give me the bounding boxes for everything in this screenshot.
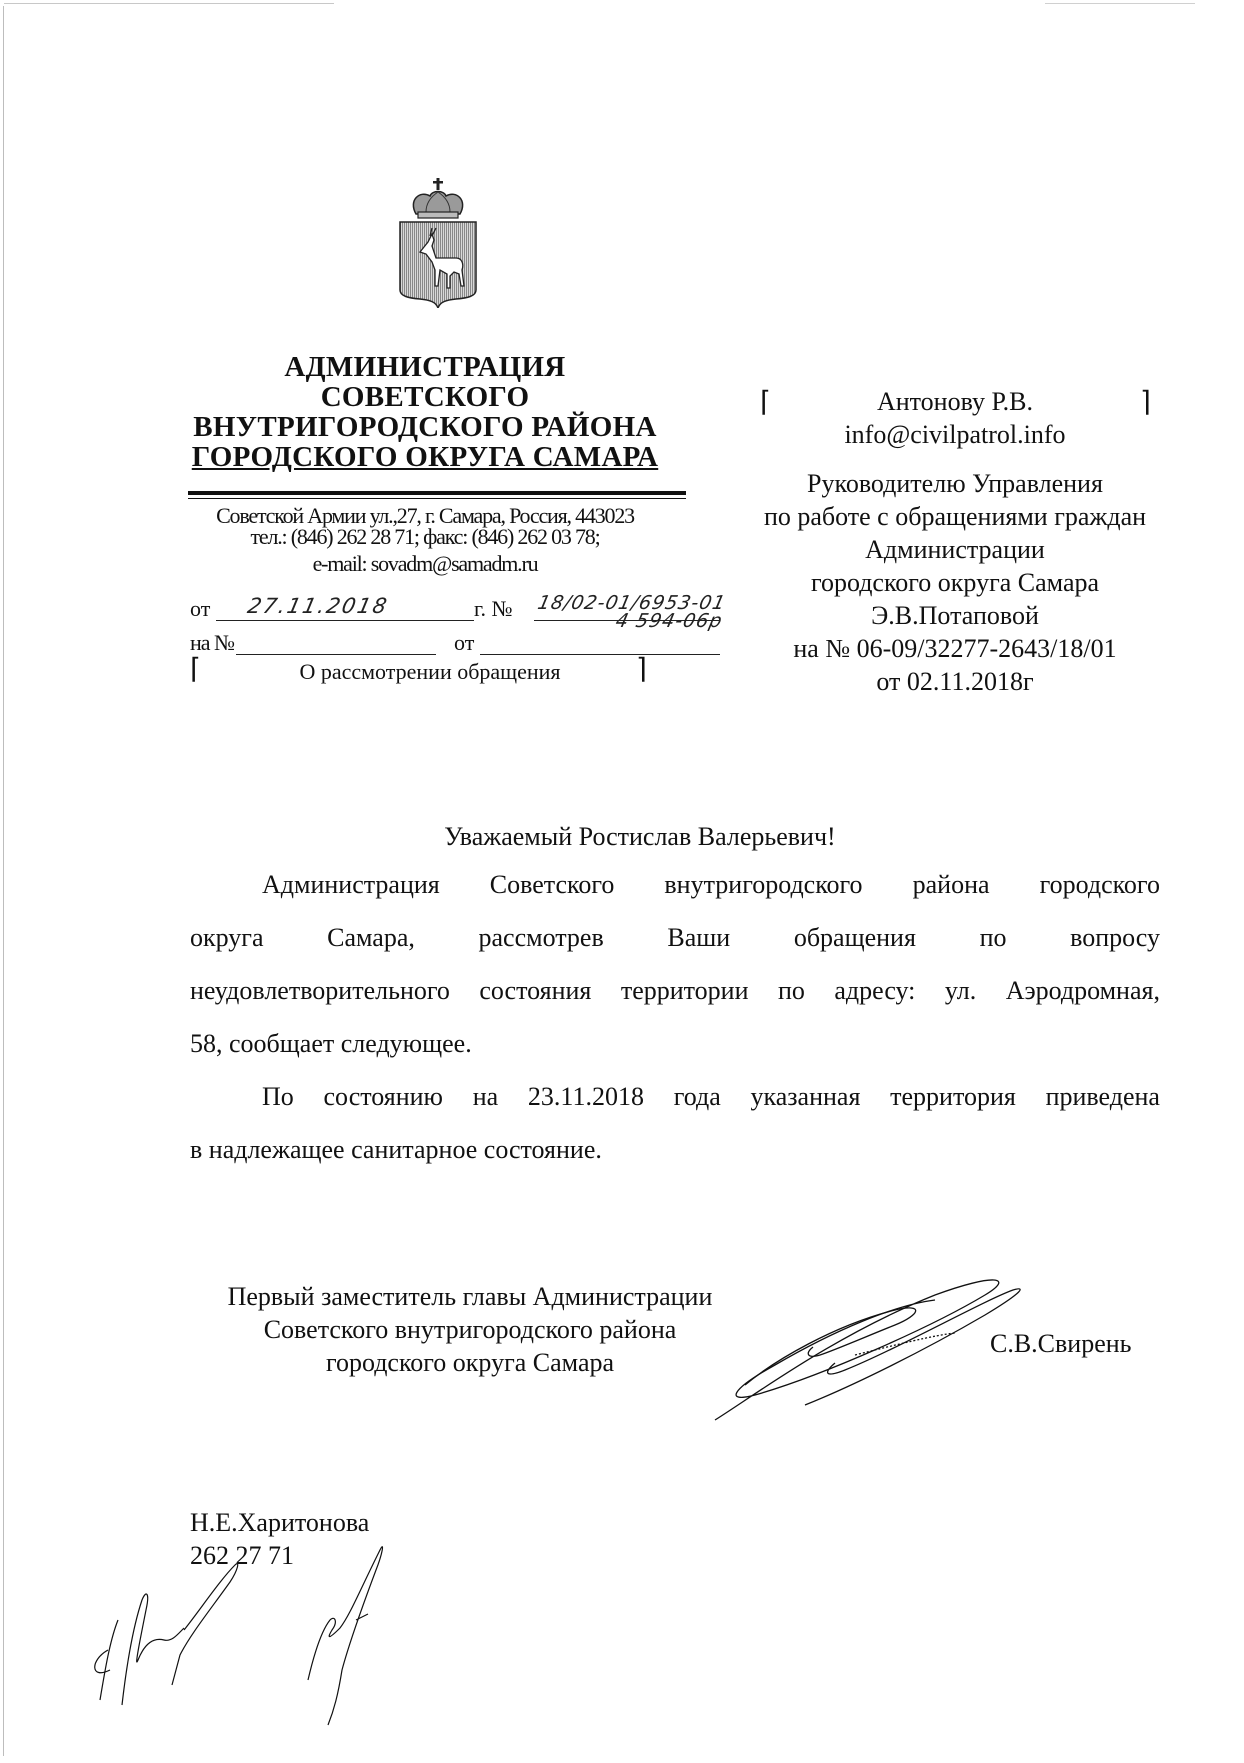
word: по: [777, 976, 805, 1005]
paragraph-line: [190, 1070, 1160, 1123]
org-line: АДМИНИСТРАЦИЯ: [284, 351, 566, 383]
org-line: ВНУТРИГОРОДСКОГО РАЙОНА: [193, 411, 657, 443]
word: Администрация: [262, 870, 440, 899]
word: территории: [620, 976, 749, 1005]
ref-number-field: [236, 630, 436, 655]
org-line: СОВЕТСКОГО: [320, 381, 530, 413]
word: адресу:: [834, 976, 916, 1005]
signatory-name: С.В.Свирень: [990, 1329, 1132, 1358]
ref-label: на №: [190, 630, 235, 655]
word: Советского: [489, 870, 615, 899]
sender-phones: тел.: (846) 262 28 71; факс: (846) 262 03 78;: [250, 524, 600, 549]
word: состояния: [479, 976, 592, 1005]
samara-coat-of-arms-icon: [398, 178, 478, 308]
org-line: ГОРОДСКОГО ОКРУГА САМАРА: [191, 441, 659, 473]
word: на: [472, 1082, 499, 1111]
bracket-close-icon: ⌉: [636, 652, 647, 685]
sender-email: e-mail: sovadm@samadm.ru: [312, 551, 538, 576]
copy-line: Администрации: [865, 535, 1045, 564]
number-label: г. №: [474, 596, 513, 621]
paragraph-line: в надлежащее санитарное состояние.: [190, 1135, 602, 1164]
handwritten-incoming-number: 4 594-06р: [613, 610, 725, 632]
word: неудовлетворительного: [190, 976, 450, 1005]
bracket-close-icon: ⌉: [1140, 385, 1151, 418]
ref-date-field: [480, 630, 720, 655]
word: рассмотрев: [478, 923, 604, 952]
body-paragraph-1: [190, 858, 1160, 1070]
copy-line: Руководителю Управления: [807, 469, 1103, 498]
sender-address: Советской Армии ул.,27, г. Самара, Россия, 443023: [216, 503, 634, 528]
word: округа: [190, 923, 264, 952]
subject-line: О рассмотрении обращения: [299, 659, 561, 684]
addressee-name: Антонову Р.В.: [876, 387, 1034, 416]
title-line: Первый заместитель главы Администрации: [227, 1282, 713, 1311]
copy-line: Э.В.Потаповой: [871, 601, 1039, 630]
word: внутригородского: [664, 870, 863, 899]
scan-edge: [4, 3, 334, 4]
executor-phone: 262 27 71: [190, 1541, 294, 1570]
word: По: [262, 1082, 294, 1111]
paragraph-line: [190, 964, 1160, 1017]
scan-edge: [3, 6, 4, 1756]
word: 23.11.2018: [527, 1082, 644, 1111]
copy-line: от 02.11.2018г: [876, 667, 1034, 696]
title-line: Советского внутригородского района: [263, 1315, 677, 1344]
word: городского: [1039, 870, 1160, 899]
header-rule: [188, 491, 686, 495]
bracket-open-icon: ⌈: [760, 385, 771, 418]
word: Ваши: [667, 923, 731, 952]
salutation: Уважаемый Ростислав Валерьевич!: [444, 822, 836, 851]
word: обращения: [793, 923, 916, 952]
handwritten-initials-icon: [60, 1520, 390, 1740]
copy-line: на № 06-09/32277-2643/18/01: [793, 634, 1117, 663]
copy-line: городского округа Самара: [810, 568, 1100, 597]
bracket-open-icon: ⌈: [190, 652, 201, 685]
executor-name: Н.Е.Харитонова: [190, 1508, 370, 1537]
handwritten-number: 18/02-01/6953-01: [535, 592, 728, 614]
addressee-block: [730, 385, 1180, 698]
word: района: [912, 870, 990, 899]
from-label: от: [190, 596, 211, 621]
sender-organization: [160, 352, 690, 472]
word: состоянию: [323, 1082, 443, 1111]
word: приведена: [1045, 1082, 1160, 1111]
title-line: городского округа Самара: [325, 1348, 615, 1377]
body-paragraph-2: [190, 1070, 1160, 1176]
word: территория: [890, 1082, 1016, 1111]
handwritten-signature-icon: [695, 1255, 1035, 1425]
copy-line: по работе с обращениями граждан: [763, 502, 1147, 531]
ref-from-label: от: [454, 630, 475, 655]
paragraph-line: [190, 858, 1160, 911]
addressee-email: info@civilpatrol.info: [844, 420, 1066, 449]
paragraph-line: 58, сообщает следующее.: [190, 1029, 472, 1058]
handwritten-date: 27.11.2018: [245, 594, 391, 618]
word: указанная: [750, 1082, 861, 1111]
word: года: [673, 1082, 721, 1111]
word: Самара,: [327, 923, 415, 952]
word: Аэродромная,: [1005, 976, 1160, 1005]
paragraph-line: [190, 911, 1160, 964]
word: по: [979, 923, 1007, 952]
word: вопросу: [1070, 923, 1160, 952]
header-rule: [188, 498, 686, 499]
signatory-title: [190, 1280, 750, 1379]
scan-edge: [1045, 3, 1195, 4]
word: ул.: [944, 976, 977, 1005]
sender-contacts: [160, 505, 690, 574]
